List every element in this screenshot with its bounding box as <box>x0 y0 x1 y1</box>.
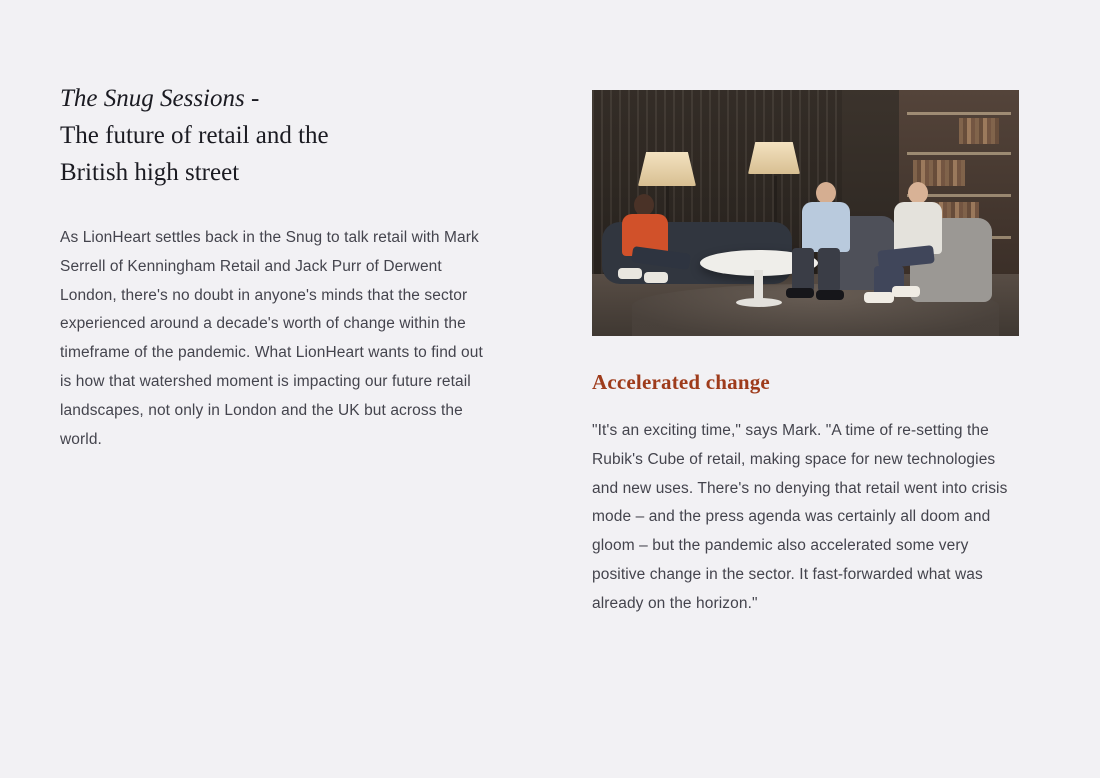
floor-lamp-center <box>748 142 800 174</box>
right-column <box>592 90 1019 634</box>
lounge-photo <box>592 90 1019 336</box>
left-column <box>60 80 500 470</box>
title-line-3: British high street <box>60 159 240 186</box>
section-heading: Accelerated change <box>592 370 770 394</box>
title-line-2: The future of retail and the <box>60 122 329 149</box>
coffee-table-stem <box>754 270 763 300</box>
page-title <box>60 80 500 191</box>
floor-lamp-left <box>638 152 696 186</box>
section-paragraph: "It's an exciting time," says Mark. "A time of re-setting the Rubik's Cube of retail, making space for new technologies and new uses. There's no denying that retail went into crisis mode – and the press agenda was certainly all doom and gloom – but the pandemic also accelerated some very positive change in the sector. It fast-forwarded what was already on the horizon." <box>592 422 1008 612</box>
coffee-table-base <box>736 298 782 307</box>
intro-paragraph: As LionHeart settles back in the Snug to talk retail with Mark Serrell of Kenningham Retail and Jack Purr of Derwent London, there's no doubt in anyone's minds that the sector experienced around a decade's worth of change within the timeframe of the pandemic. What LionHeart wants to find out is how that watershed moment is impacting our future retail landscapes, not only in London and the UK but across the world. <box>60 229 483 448</box>
title-line-1: The Snug Sessions - <box>60 85 260 112</box>
